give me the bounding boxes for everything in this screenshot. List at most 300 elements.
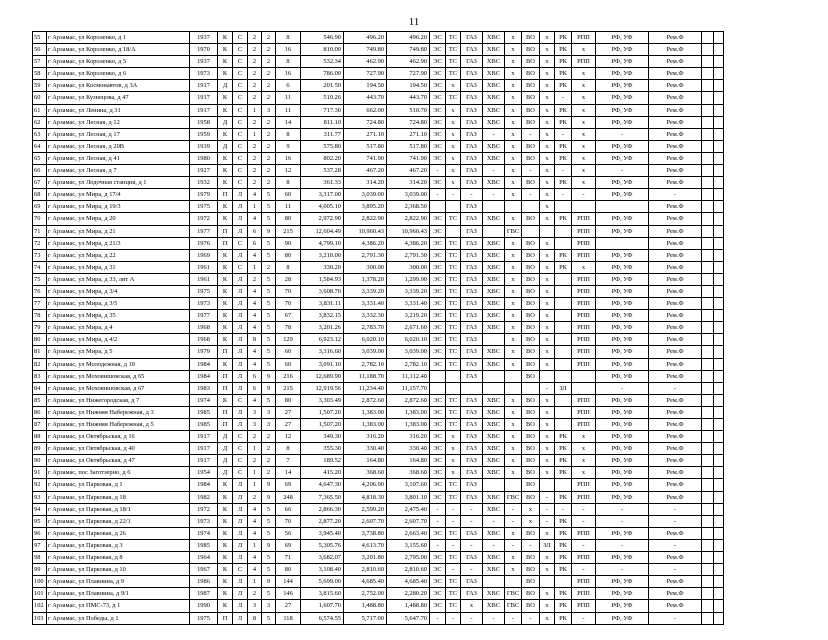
cell-total-area: 7,365.50 — [301, 491, 344, 503]
cell-extra-a — [702, 213, 714, 225]
cell-living-area: 727.90 — [344, 68, 387, 80]
cell-hot-water: ГВС — [505, 588, 522, 600]
cell-heating: - — [446, 515, 461, 527]
cell-electricity: ЭС — [430, 213, 446, 225]
cell-residential-area: 3,331.40 — [387, 298, 430, 310]
cell-sections: 1 — [248, 576, 262, 588]
cell-residential-area: 194.50 — [387, 80, 430, 92]
cell-residential-area: 443.70 — [387, 92, 430, 104]
cell-extra-b — [714, 455, 724, 467]
cell-apartments: 69 — [276, 479, 301, 491]
cell-floors: 5 — [262, 298, 276, 310]
cell-heating: ТС — [446, 588, 461, 600]
cell-total-area: 6,923.12 — [301, 334, 344, 346]
cell-sewerage: - — [522, 189, 540, 201]
cell-rpp: РПП — [572, 527, 596, 539]
cell-floors: 2 — [262, 152, 276, 164]
cell-extra-a — [702, 104, 714, 116]
cell-rf-uf: РФ, УФ — [596, 213, 649, 225]
cell-extra-a — [702, 56, 714, 68]
cell-waste-chute: х — [540, 165, 555, 177]
cell-row-number: 93 — [33, 491, 47, 503]
cell-repair-fund: Рем.Ф — [649, 140, 702, 152]
cell-gas: ГАЗ — [461, 334, 483, 346]
cell-hot-water: х — [505, 467, 522, 479]
cell-living-area: 2,752.00 — [344, 588, 387, 600]
cell-total-area: 12,604.49 — [301, 225, 344, 237]
cell-wall-type: К — [218, 322, 233, 334]
cell-apartments: 215 — [276, 382, 301, 394]
cell-rf-uf: РФ, УФ — [596, 394, 649, 406]
cell-hot-water: - — [505, 515, 522, 527]
cell-sections: 4 — [248, 310, 262, 322]
cell-repair-fund: Рем.Ф — [649, 394, 702, 406]
cell-apartments: 8 — [276, 261, 301, 273]
cell-address: г Арзамас, ул Лесная, д 17 — [47, 128, 190, 140]
cell-extra-a — [702, 68, 714, 80]
cell-floors: 5 — [262, 310, 276, 322]
cell-rpp: - — [572, 564, 596, 576]
cell-apartments: 27 — [276, 406, 301, 418]
cell-floors: 9 — [262, 370, 276, 382]
cell-floors: 5 — [262, 552, 276, 564]
page-number: 11 — [408, 16, 420, 28]
cell-heating: - — [446, 564, 461, 576]
cell-fund-code — [555, 201, 572, 213]
cell-residential-area: 1,383.00 — [387, 406, 430, 418]
cell-total-area: 510.26 — [301, 92, 344, 104]
cell-sewerage: ВО — [522, 552, 540, 564]
cell-residential-area: 300.00 — [387, 261, 430, 273]
cell-floors: 5 — [262, 201, 276, 213]
cell-fund-code — [555, 298, 572, 310]
cell-hot-water — [505, 479, 522, 491]
cell-hot-water: х — [505, 285, 522, 297]
cell-extra-b — [714, 612, 724, 624]
cell-sections: 1 — [248, 201, 262, 213]
table-row — [33, 564, 724, 576]
cell-heating: ТС — [446, 358, 461, 370]
cell-category: С — [233, 152, 248, 164]
cell-category: С — [233, 80, 248, 92]
cell-fund-code: - — [555, 92, 572, 104]
cell-rf-uf: РФ, УФ — [596, 310, 649, 322]
cell-apartments: 11 — [276, 92, 301, 104]
cell-electricity: ЭС — [430, 394, 446, 406]
table-row — [33, 152, 724, 164]
cell-repair-fund: Рем.Ф — [649, 285, 702, 297]
cell-floors: 2 — [262, 431, 276, 443]
cell-rpp: х — [572, 455, 596, 467]
cell-living-area: 300.00 — [344, 261, 387, 273]
cell-floors: 5 — [262, 527, 276, 539]
cell-apartments: 8 — [276, 177, 301, 189]
cell-extra-b — [714, 140, 724, 152]
cell-extra-b — [714, 213, 724, 225]
cell-waste-chute: х — [540, 152, 555, 164]
cell-sections: 2 — [248, 140, 262, 152]
cell-repair-fund: - — [649, 189, 702, 201]
cell-waste-chute: х — [540, 588, 555, 600]
cell-sections: 4 — [248, 249, 262, 261]
cell-gas: - — [461, 539, 483, 551]
cell-wall-type: К — [218, 334, 233, 346]
table-row — [33, 116, 724, 128]
cell-fund-code: РК — [555, 56, 572, 68]
cell-floors: 5 — [262, 515, 276, 527]
cell-apartments: 146 — [276, 588, 301, 600]
cell-residential-area: 2,822.90 — [387, 213, 430, 225]
cell-rf-uf: РФ, УФ — [596, 370, 649, 382]
cell-floors: 5 — [262, 612, 276, 624]
cell-category: С — [233, 68, 248, 80]
cell-wall-type: К — [218, 249, 233, 261]
cell-electricity: ЭС — [430, 419, 446, 431]
cell-address: г Арзамас, ул Октябрьская, д 47 — [47, 455, 190, 467]
cell-repair-fund: Рем.Ф — [649, 370, 702, 382]
cell-build-year: 1961 — [190, 261, 218, 273]
cell-extra-b — [714, 104, 724, 116]
cell-extra-a — [702, 273, 714, 285]
cell-apartments: 14 — [276, 467, 301, 479]
cell-extra-b — [714, 467, 724, 479]
cell-address: г Арзамас, ул Нижегородская, д 7 — [47, 394, 190, 406]
cell-waste-chute: х — [540, 455, 555, 467]
cell-rpp: РПП — [572, 56, 596, 68]
cell-address: г Арзамас, ул Короленко, д 5 — [47, 56, 190, 68]
cell-heating: - — [446, 612, 461, 624]
cell-sections: 1 — [248, 539, 262, 551]
cell-fund-code: РК — [555, 261, 572, 273]
cell-fund-code: РК — [555, 431, 572, 443]
cell-hot-water: х — [505, 358, 522, 370]
cell-rpp: РПП — [572, 346, 596, 358]
cell-gas: ГАЗ — [461, 92, 483, 104]
cell-heating: ТС — [446, 92, 461, 104]
cell-floors: 3 — [262, 600, 276, 612]
cell-apartments: 14 — [276, 116, 301, 128]
cell-wall-type: К — [218, 56, 233, 68]
cell-electricity: ЭС — [430, 334, 446, 346]
cell-fund-code — [555, 346, 572, 358]
cell-repair-fund: Рем.Ф — [649, 249, 702, 261]
cell-repair-fund: Рем.Ф — [649, 467, 702, 479]
cell-row-number: 100 — [33, 576, 47, 588]
cell-address: г Арзамас, ул ПМС-73, д 1 — [47, 600, 190, 612]
cell-living-area: 316.20 — [344, 431, 387, 443]
cell-repair-fund: - — [649, 564, 702, 576]
cell-wall-type: К — [218, 588, 233, 600]
cell-address: г Арзамас, ул Лодочная станция, д 1 — [47, 177, 190, 189]
cell-sewerage: ВО — [522, 491, 540, 503]
cell-apartments: 80 — [276, 564, 301, 576]
cell-floors: 5 — [262, 334, 276, 346]
cell-living-area: 4,206.90 — [344, 479, 387, 491]
cell-address: г Арзамас, ул Мира, д 3/4 — [47, 285, 190, 297]
table-row — [33, 261, 724, 273]
cell-sections: 1 — [248, 128, 262, 140]
cell-row-number: 56 — [33, 44, 47, 56]
cell-hot-water: х — [505, 322, 522, 334]
cell-build-year: 1983 — [190, 382, 218, 394]
cell-residential-area: 316.20 — [387, 431, 430, 443]
cell-fund-code: РК — [555, 104, 572, 116]
table-row — [33, 213, 724, 225]
cell-apartments: 60 — [276, 189, 301, 201]
cell-extra-a — [702, 431, 714, 443]
cell-address: г Арзамас, ул Октябрьская, д 16 — [47, 431, 190, 443]
cell-total-area: 5,699.00 — [301, 576, 344, 588]
cell-category: С — [233, 128, 248, 140]
cell-gas: ГАЗ — [461, 140, 483, 152]
cell-rf-uf: РФ, УФ — [596, 334, 649, 346]
cell-living-area: 1,383.00 — [344, 406, 387, 418]
cell-apartments: 80 — [276, 213, 301, 225]
cell-repair-fund: Рем.Ф — [649, 443, 702, 455]
cell-sewerage: ВО — [522, 443, 540, 455]
cell-hot-water: х — [505, 443, 522, 455]
cell-floors: 2 — [262, 44, 276, 56]
cell-sections: 1 — [248, 467, 262, 479]
cell-extra-a — [702, 588, 714, 600]
cell-build-year: 1917 — [190, 443, 218, 455]
cell-cold-water — [483, 479, 505, 491]
cell-repair-fund: Рем.Ф — [649, 346, 702, 358]
cell-total-area: 6,574.55 — [301, 612, 344, 624]
cell-gas: ГАЗ — [461, 310, 483, 322]
cell-floors: 5 — [262, 322, 276, 334]
cell-repair-fund: Рем.Ф — [649, 44, 702, 56]
cell-cold-water: ХВС — [483, 56, 505, 68]
cell-extra-b — [714, 189, 724, 201]
cell-rf-uf: РФ, УФ — [596, 92, 649, 104]
cell-extra-a — [702, 189, 714, 201]
cell-wall-type: К — [218, 128, 233, 140]
cell-waste-chute: х — [540, 431, 555, 443]
cell-total-area: 12,689.90 — [301, 370, 344, 382]
cell-extra-b — [714, 152, 724, 164]
cell-repair-fund: Рем.Ф — [649, 152, 702, 164]
cell-living-area: 3,201.80 — [344, 552, 387, 564]
cell-extra-a — [702, 140, 714, 152]
cell-rf-uf: РФ, УФ — [596, 116, 649, 128]
cell-category: С — [233, 32, 248, 44]
cell-total-area: 786.00 — [301, 68, 344, 80]
cell-wall-type: К — [218, 491, 233, 503]
cell-residential-area: 3,339.20 — [387, 285, 430, 297]
cell-electricity: ЭС — [430, 322, 446, 334]
cell-sections: 4 — [248, 552, 262, 564]
cell-hot-water: х — [505, 419, 522, 431]
cell-waste-chute: х — [540, 213, 555, 225]
cell-category: С — [233, 116, 248, 128]
cell-living-area: 2,782.10 — [344, 358, 387, 370]
cell-wall-type: П — [218, 189, 233, 201]
cell-extra-b — [714, 165, 724, 177]
table-row — [33, 406, 724, 418]
cell-gas: ГАЗ — [461, 201, 483, 213]
cell-residential-area: 2,791.30 — [387, 249, 430, 261]
cell-total-area: 4,005.10 — [301, 201, 344, 213]
cell-total-area: 4,799.10 — [301, 237, 344, 249]
cell-waste-chute: х — [540, 104, 555, 116]
cell-floors: 5 — [262, 394, 276, 406]
cell-electricity: ЭС — [430, 467, 446, 479]
cell-fund-code: - — [555, 189, 572, 201]
cell-hot-water: - — [505, 503, 522, 515]
cell-extra-b — [714, 92, 724, 104]
cell-total-area: 537.28 — [301, 165, 344, 177]
cell-waste-chute: х — [540, 56, 555, 68]
cell-row-number: 74 — [33, 261, 47, 273]
cell-repair-fund: Рем.Ф — [649, 298, 702, 310]
cell-sections: 2 — [248, 116, 262, 128]
cell-heating: х — [446, 455, 461, 467]
cell-cold-water: ХВС — [483, 298, 505, 310]
table-row — [33, 491, 724, 503]
cell-gas: ГАЗ — [461, 225, 483, 237]
cell-build-year: 1990 — [190, 600, 218, 612]
cell-sewerage: ВО — [522, 32, 540, 44]
cell-rf-uf: РФ, УФ — [596, 467, 649, 479]
cell-sewerage: - — [522, 165, 540, 177]
cell-waste-chute: х — [540, 249, 555, 261]
table-row — [33, 249, 724, 261]
cell-category: С — [233, 443, 248, 455]
cell-waste-chute: х — [540, 406, 555, 418]
cell-residential-area: 741.90 — [387, 152, 430, 164]
cell-sections: 4 — [248, 358, 262, 370]
cell-rpp: - — [572, 503, 596, 515]
table-row — [33, 467, 724, 479]
cell-fund-code: РК — [555, 32, 572, 44]
cell-category: Л — [233, 201, 248, 213]
cell-floors: 2 — [262, 92, 276, 104]
cell-address: г Арзамас, ул Мира, д 31 — [47, 261, 190, 273]
cell-cold-water — [483, 382, 505, 394]
cell-build-year: 1977 — [190, 310, 218, 322]
cell-extra-a — [702, 455, 714, 467]
cell-cold-water: ХВС — [483, 394, 505, 406]
cell-electricity: - — [430, 503, 446, 515]
cell-sewerage — [522, 382, 540, 394]
cell-hot-water: х — [505, 334, 522, 346]
cell-sewerage: ВО — [522, 56, 540, 68]
cell-electricity: ЭС — [430, 310, 446, 322]
cell-row-number: 75 — [33, 273, 47, 285]
cell-extra-b — [714, 225, 724, 237]
cell-address: г Арзамас, ул Мира, д 22 — [47, 249, 190, 261]
cell-sections: 6 — [248, 225, 262, 237]
cell-address: г Арзамас, ул Кузнецова, д 47 — [47, 92, 190, 104]
cell-address: г Арзамас, ул Нижняя Набережная, д 5 — [47, 419, 190, 431]
cell-total-area: 3,317.00 — [301, 189, 344, 201]
cell-electricity — [430, 382, 446, 394]
cell-address: г Арзамас, пос Заготзерно, д 6 — [47, 467, 190, 479]
cell-total-area: 311.77 — [301, 128, 344, 140]
cell-living-area: 1,378.20 — [344, 273, 387, 285]
cell-cold-water: ХВС — [483, 503, 505, 515]
cell-row-number: 94 — [33, 503, 47, 515]
cell-rpp: РПП — [572, 213, 596, 225]
cell-cold-water: ХВС — [483, 237, 505, 249]
cell-sewerage: ВО — [522, 527, 540, 539]
cell-heating: ТС — [446, 273, 461, 285]
cell-electricity: ЭС — [430, 479, 446, 491]
cell-repair-fund: Рем.Ф — [649, 177, 702, 189]
cell-fund-code: РК — [555, 588, 572, 600]
cell-waste-chute: х — [540, 285, 555, 297]
cell-rpp: х — [572, 467, 596, 479]
cell-sections: 2 — [248, 177, 262, 189]
cell-heating: ТС — [446, 346, 461, 358]
cell-wall-type: К — [218, 503, 233, 515]
cell-waste-chute — [540, 479, 555, 491]
cell-waste-chute: х — [540, 273, 555, 285]
cell-repair-fund: Рем.Ф — [649, 68, 702, 80]
cell-total-area: 3,108.40 — [301, 564, 344, 576]
cell-floors: 2 — [262, 467, 276, 479]
cell-residential-area: 11,157.70 — [387, 382, 430, 394]
cell-hot-water: х — [505, 152, 522, 164]
cell-residential-area: 2,795.00 — [387, 552, 430, 564]
cell-apartments: 56 — [276, 527, 301, 539]
cell-repair-fund: Рем.Ф — [649, 358, 702, 370]
cell-waste-chute: х — [540, 322, 555, 334]
cell-fund-code — [555, 394, 572, 406]
cell-residential-area: 2,810.60 — [387, 564, 430, 576]
cell-repair-fund: Рем.Ф — [649, 165, 702, 177]
cell-apartments: 216 — [276, 370, 301, 382]
table-row — [33, 600, 724, 612]
cell-living-area: 3,332.30 — [344, 310, 387, 322]
cell-category: С — [233, 177, 248, 189]
cell-cold-water: ХВС — [483, 104, 505, 116]
cell-extra-b — [714, 406, 724, 418]
cell-build-year: 1973 — [190, 298, 218, 310]
cell-wall-type: П — [218, 370, 233, 382]
cell-gas: ГАЗ — [461, 237, 483, 249]
cell-rpp — [572, 201, 596, 213]
cell-electricity: ЭС — [430, 273, 446, 285]
cell-rf-uf: РФ, УФ — [596, 419, 649, 431]
cell-address: г Арзамас, ул Мира, д 35 — [47, 310, 190, 322]
cell-sections: 8 — [248, 334, 262, 346]
cell-build-year: 1987 — [190, 588, 218, 600]
cell-wall-type: К — [218, 273, 233, 285]
cell-address: г Арзамас, ул Лесная, д 7 — [47, 165, 190, 177]
cell-total-area: 1,607.70 — [301, 600, 344, 612]
cell-fund-code — [555, 322, 572, 334]
cell-sewerage: ВО — [522, 358, 540, 370]
cell-category: Л — [233, 213, 248, 225]
cell-total-area: 189.52 — [301, 455, 344, 467]
cell-apartments: 118 — [276, 612, 301, 624]
cell-rpp: РПП — [572, 322, 596, 334]
cell-floors: 5 — [262, 358, 276, 370]
cell-fund-code: - — [555, 165, 572, 177]
cell-gas: ГАЗ — [461, 56, 483, 68]
cell-sections: 4 — [248, 189, 262, 201]
cell-extra-a — [702, 80, 714, 92]
cell-wall-type: К — [218, 104, 233, 116]
cell-extra-b — [714, 346, 724, 358]
cell-fund-code: РК — [555, 539, 572, 551]
cell-wall-type: К — [218, 285, 233, 297]
cell-address: г Арзамас, ул Лесная, д 41 — [47, 152, 190, 164]
cell-extra-a — [702, 177, 714, 189]
cell-sections: 2 — [248, 491, 262, 503]
